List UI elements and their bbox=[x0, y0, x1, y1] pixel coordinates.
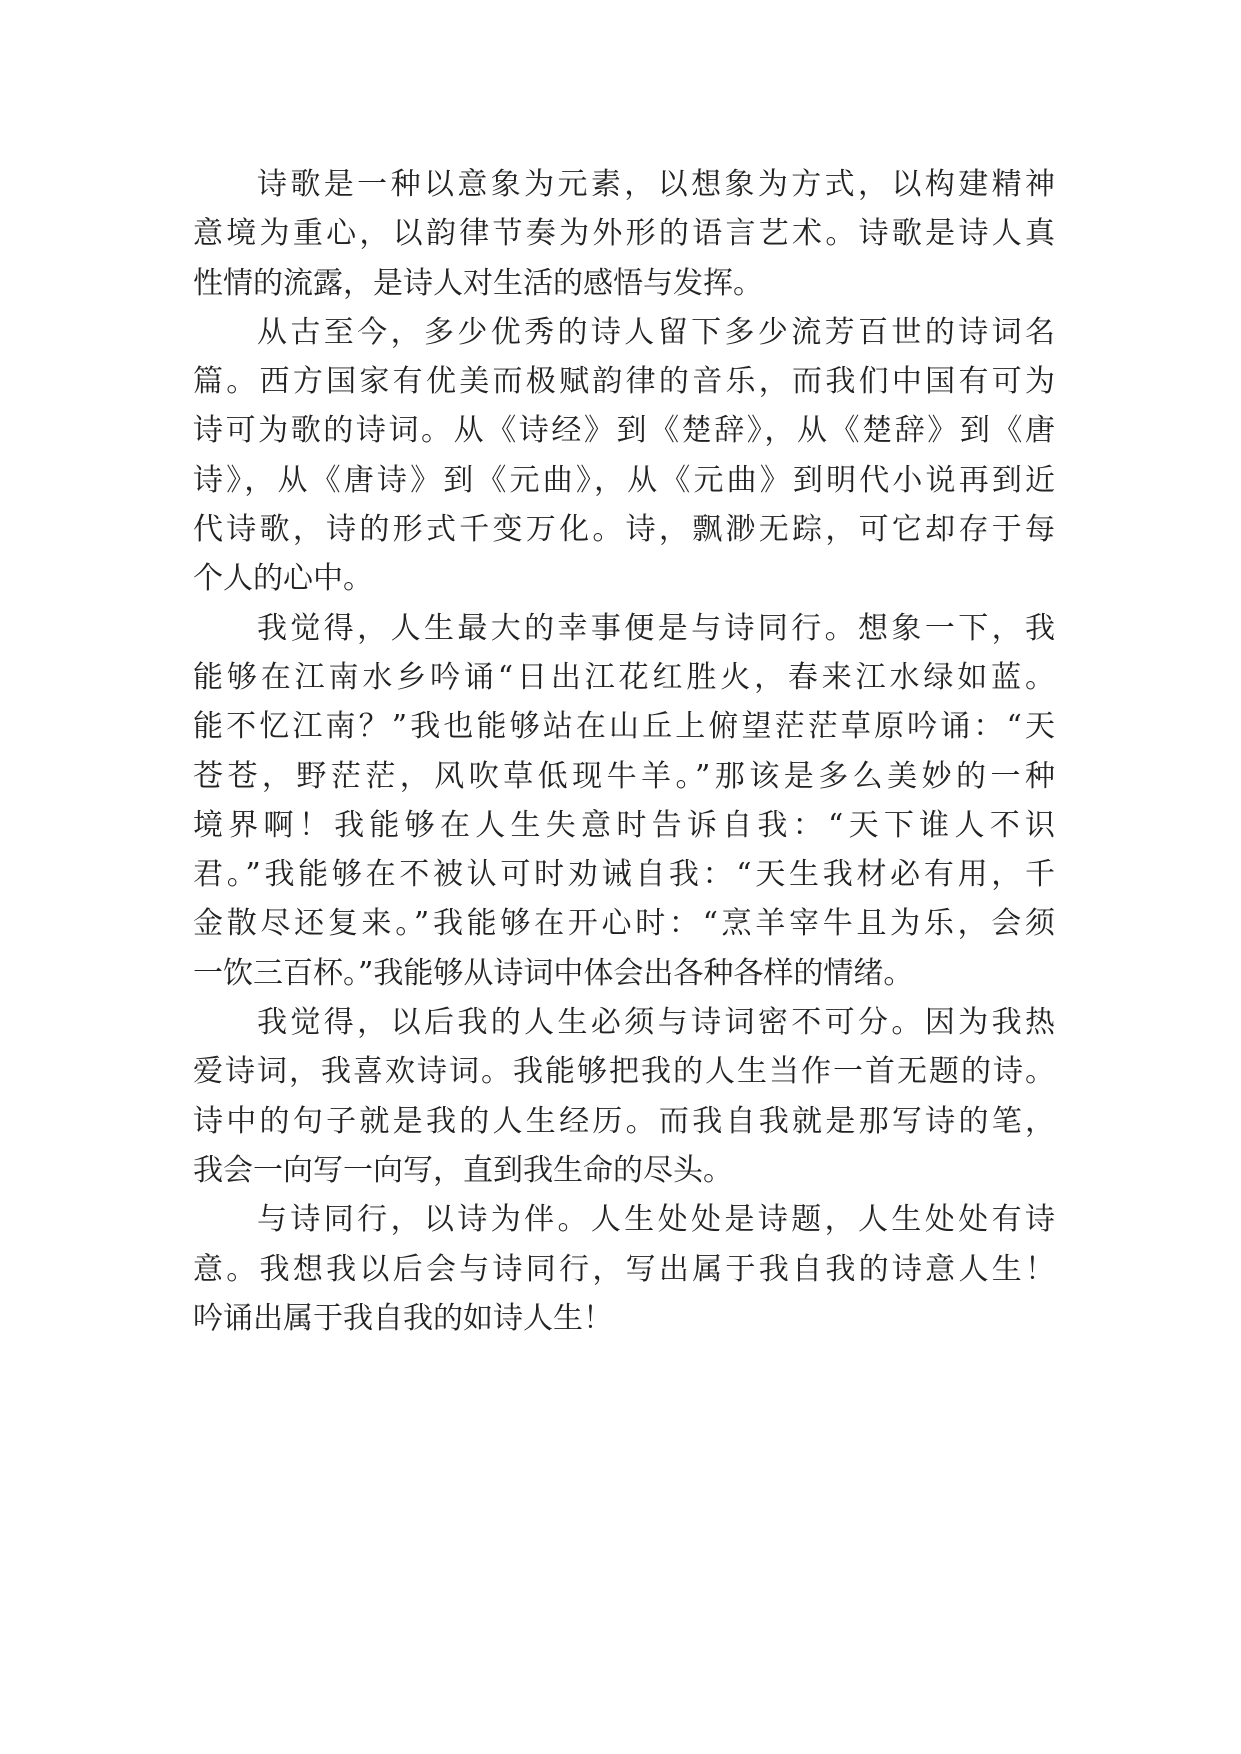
text-line: 我觉得，以后我的人生必须与诗词密不可分。因为我热 bbox=[257, 1005, 1055, 1041]
text-line: 苍苍，野茫茫，风吹草低现牛羊。”那该是多么美妙的一种 bbox=[193, 758, 1055, 794]
text-line: 我会一向写一向写，直到我生命的尽头。 bbox=[193, 1152, 733, 1188]
paragraph-3 bbox=[193, 604, 1055, 998]
text-line: 意。我想我以后会与诗同行，写出属于我自我的诗意人生！ bbox=[193, 1251, 1055, 1287]
paragraph-1 bbox=[193, 160, 1055, 308]
text-line: 诗歌是一种以意象为元素，以想象为方式，以构建精神 bbox=[257, 167, 1055, 202]
text-line: 个人的心中。 bbox=[193, 561, 373, 597]
paragraph-2 bbox=[193, 308, 1055, 604]
text-line: 诗可为歌的诗词。从《诗经》到《楚辞》，从《楚辞》到《唐 bbox=[193, 413, 1055, 449]
text-line: 爱诗词，我喜欢诗词。我能够把我的人生当作一首无题的诗。 bbox=[193, 1054, 1055, 1090]
paragraph-5 bbox=[193, 1195, 1055, 1343]
text-line: 一饮三百杯。”我能够从诗词中体会出各种各样的情绪。 bbox=[193, 955, 914, 991]
text-line: 诗中的句子就是我的人生经历。而我自我就是那写诗的笔， bbox=[193, 1103, 1055, 1139]
document-body bbox=[193, 160, 1055, 1343]
text-line: 意境为重心，以韵律节奏为外形的语言艺术。诗歌是诗人真 bbox=[193, 216, 1055, 252]
text-line: 金散尽还复来。”我能够在开心时：“烹羊宰牛且为乐，会须 bbox=[193, 906, 1055, 942]
text-line: 与诗同行，以诗为伴。人生处处是诗题，人生处处有诗 bbox=[257, 1202, 1055, 1238]
text-line: 能不忆江南？”我也能够站在山丘上俯望茫茫草原吟诵：“天 bbox=[193, 709, 1055, 745]
text-line: 代诗歌，诗的形式千变万化。诗，飘渺无踪，可它却存于每 bbox=[193, 512, 1055, 548]
text-line: 篇。西方国家有优美而极赋韵律的音乐，而我们中国有可为 bbox=[193, 364, 1055, 400]
text-line: 吟诵出属于我自我的如诗人生！ bbox=[193, 1300, 613, 1336]
text-line: 君。”我能够在不被认可时劝诫自我：“天生我材必有用，千 bbox=[193, 857, 1055, 893]
text-line: 我觉得，人生最大的幸事便是与诗同行。想象一下，我 bbox=[257, 610, 1055, 646]
text-line: 境界啊！我能够在人生失意时告诉自我：“天下谁人不识 bbox=[193, 807, 1055, 843]
text-line: 诗》，从《唐诗》到《元曲》，从《元曲》到明代小说再到近 bbox=[193, 462, 1055, 498]
paragraph-4 bbox=[193, 998, 1055, 1195]
text-line: 能够在江南水乡吟诵“日出江花红胜火，春来江水绿如蓝。 bbox=[193, 659, 1055, 695]
text-line: 性情的流露，是诗人对生活的感悟与发挥。 bbox=[193, 265, 763, 301]
text-line: 从古至今，多少优秀的诗人留下多少流芳百世的诗词名 bbox=[257, 314, 1055, 350]
